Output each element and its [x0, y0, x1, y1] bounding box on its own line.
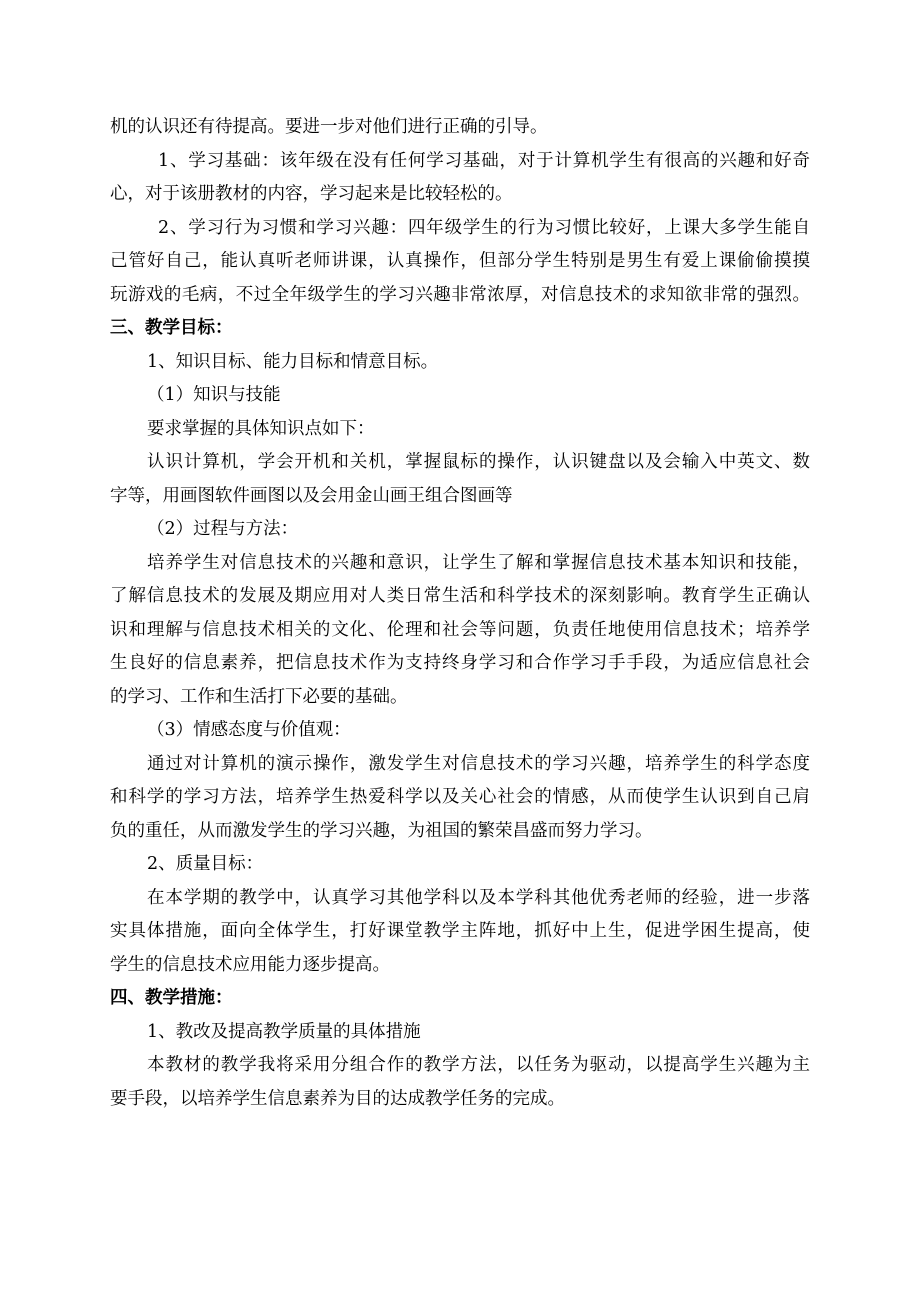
text-line: 本教材的教学我将采用分组合作的教学方法，以任务为驱动，以提高学生兴趣为主 [147, 1055, 810, 1075]
text-line: 己管好自己，能认真听老师讲课，认真操作，但部分学生特别是男生有爱上课偷偷摸摸 [110, 251, 810, 271]
text-line: 2、学习行为习惯和学习兴趣：四年级学生的行为习惯比较好，上课大多学生能自 [158, 217, 810, 238]
text-line: 心，对于该册教材的内容，学习起来是比较轻松的。 [110, 184, 513, 204]
text-line: （3）情感态度与价值观： [147, 720, 351, 740]
section-heading: 四、教学措施： [110, 988, 233, 1008]
text-line: 2、质量目标： [147, 854, 264, 874]
text-line: 1、学习基础：该年级在没有任何学习基础，对于计算机学生有很高的兴趣和好奇 [158, 150, 810, 171]
text-line: 认识计算机，学会开机和关机，掌握鼠标的操作，认识键盘以及会输入中英文、数 [147, 452, 810, 472]
document-page [110, 111, 810, 1116]
text-line: 要手段，以培养学生信息素养为目的达成教学任务的完成。 [110, 1088, 565, 1109]
text-line: 和科学的学习方法，培养学生热爱科学以及关心社会的情感，从而使学生认识到自己肩 [110, 787, 810, 807]
text-line: （1）知识与技能 [147, 385, 281, 405]
text-line: 字等，用画图软件画图以及会用金山画王组合图画等 [110, 485, 513, 506]
text-line: 实具体措施，面向全体学生，打好课堂教学主阵地，抓好中上生，促进学困生提高，使 [110, 921, 810, 941]
text-line: 识和理解与信息技术相关的文化、伦理和社会等问题，负责任地使用信息技术；培养学 [110, 619, 810, 640]
text-line: （2）过程与方法： [147, 519, 299, 539]
text-line: 玩游戏的毛病，不过全年级学生的学习兴趣非常浓厚，对信息技术的求知欲非常的强烈。 [110, 284, 810, 305]
text-line: 机的认识还有待提高。要进一步对他们进行正确的引导。 [110, 117, 548, 137]
text-line: 生良好的信息素养，把信息技术作为支持终身学习和合作学习手手段，为适应信息社会 [110, 653, 810, 673]
text-line: 1、知识目标、能力目标和情意目标。 [147, 351, 439, 372]
text-line: 负的重任，从而激发学生的学习兴趣，为祖国的繁荣昌盛而努力学习。 [110, 820, 653, 841]
text-line: 在本学期的教学中，认真学习其他学科以及本学科其他优秀老师的经验，进一步落 [147, 887, 810, 908]
text-line: 学生的信息技术应用能力逐步提高。 [110, 954, 390, 975]
text-line: 要求掌握的具体知识点如下： [147, 418, 375, 439]
text-line: 了解信息技术的发展及期应用对人类日常生活和科学技术的深刻影响。教育学生正确认 [110, 586, 810, 606]
text-line: 通过对计算机的演示操作，激发学生对信息技术的学习兴趣，培养学生的科学态度 [147, 753, 810, 774]
text-line: 的学习、工作和生活打下必要的基础。 [110, 686, 408, 707]
text-line: 1、教改及提高教学质量的具体措施 [147, 1021, 421, 1042]
section-heading: 三、教学目标： [110, 318, 233, 338]
text-line: 培养学生对信息技术的兴趣和意识，让学生了解和掌握信息技术基本知识和技能， [147, 552, 810, 573]
